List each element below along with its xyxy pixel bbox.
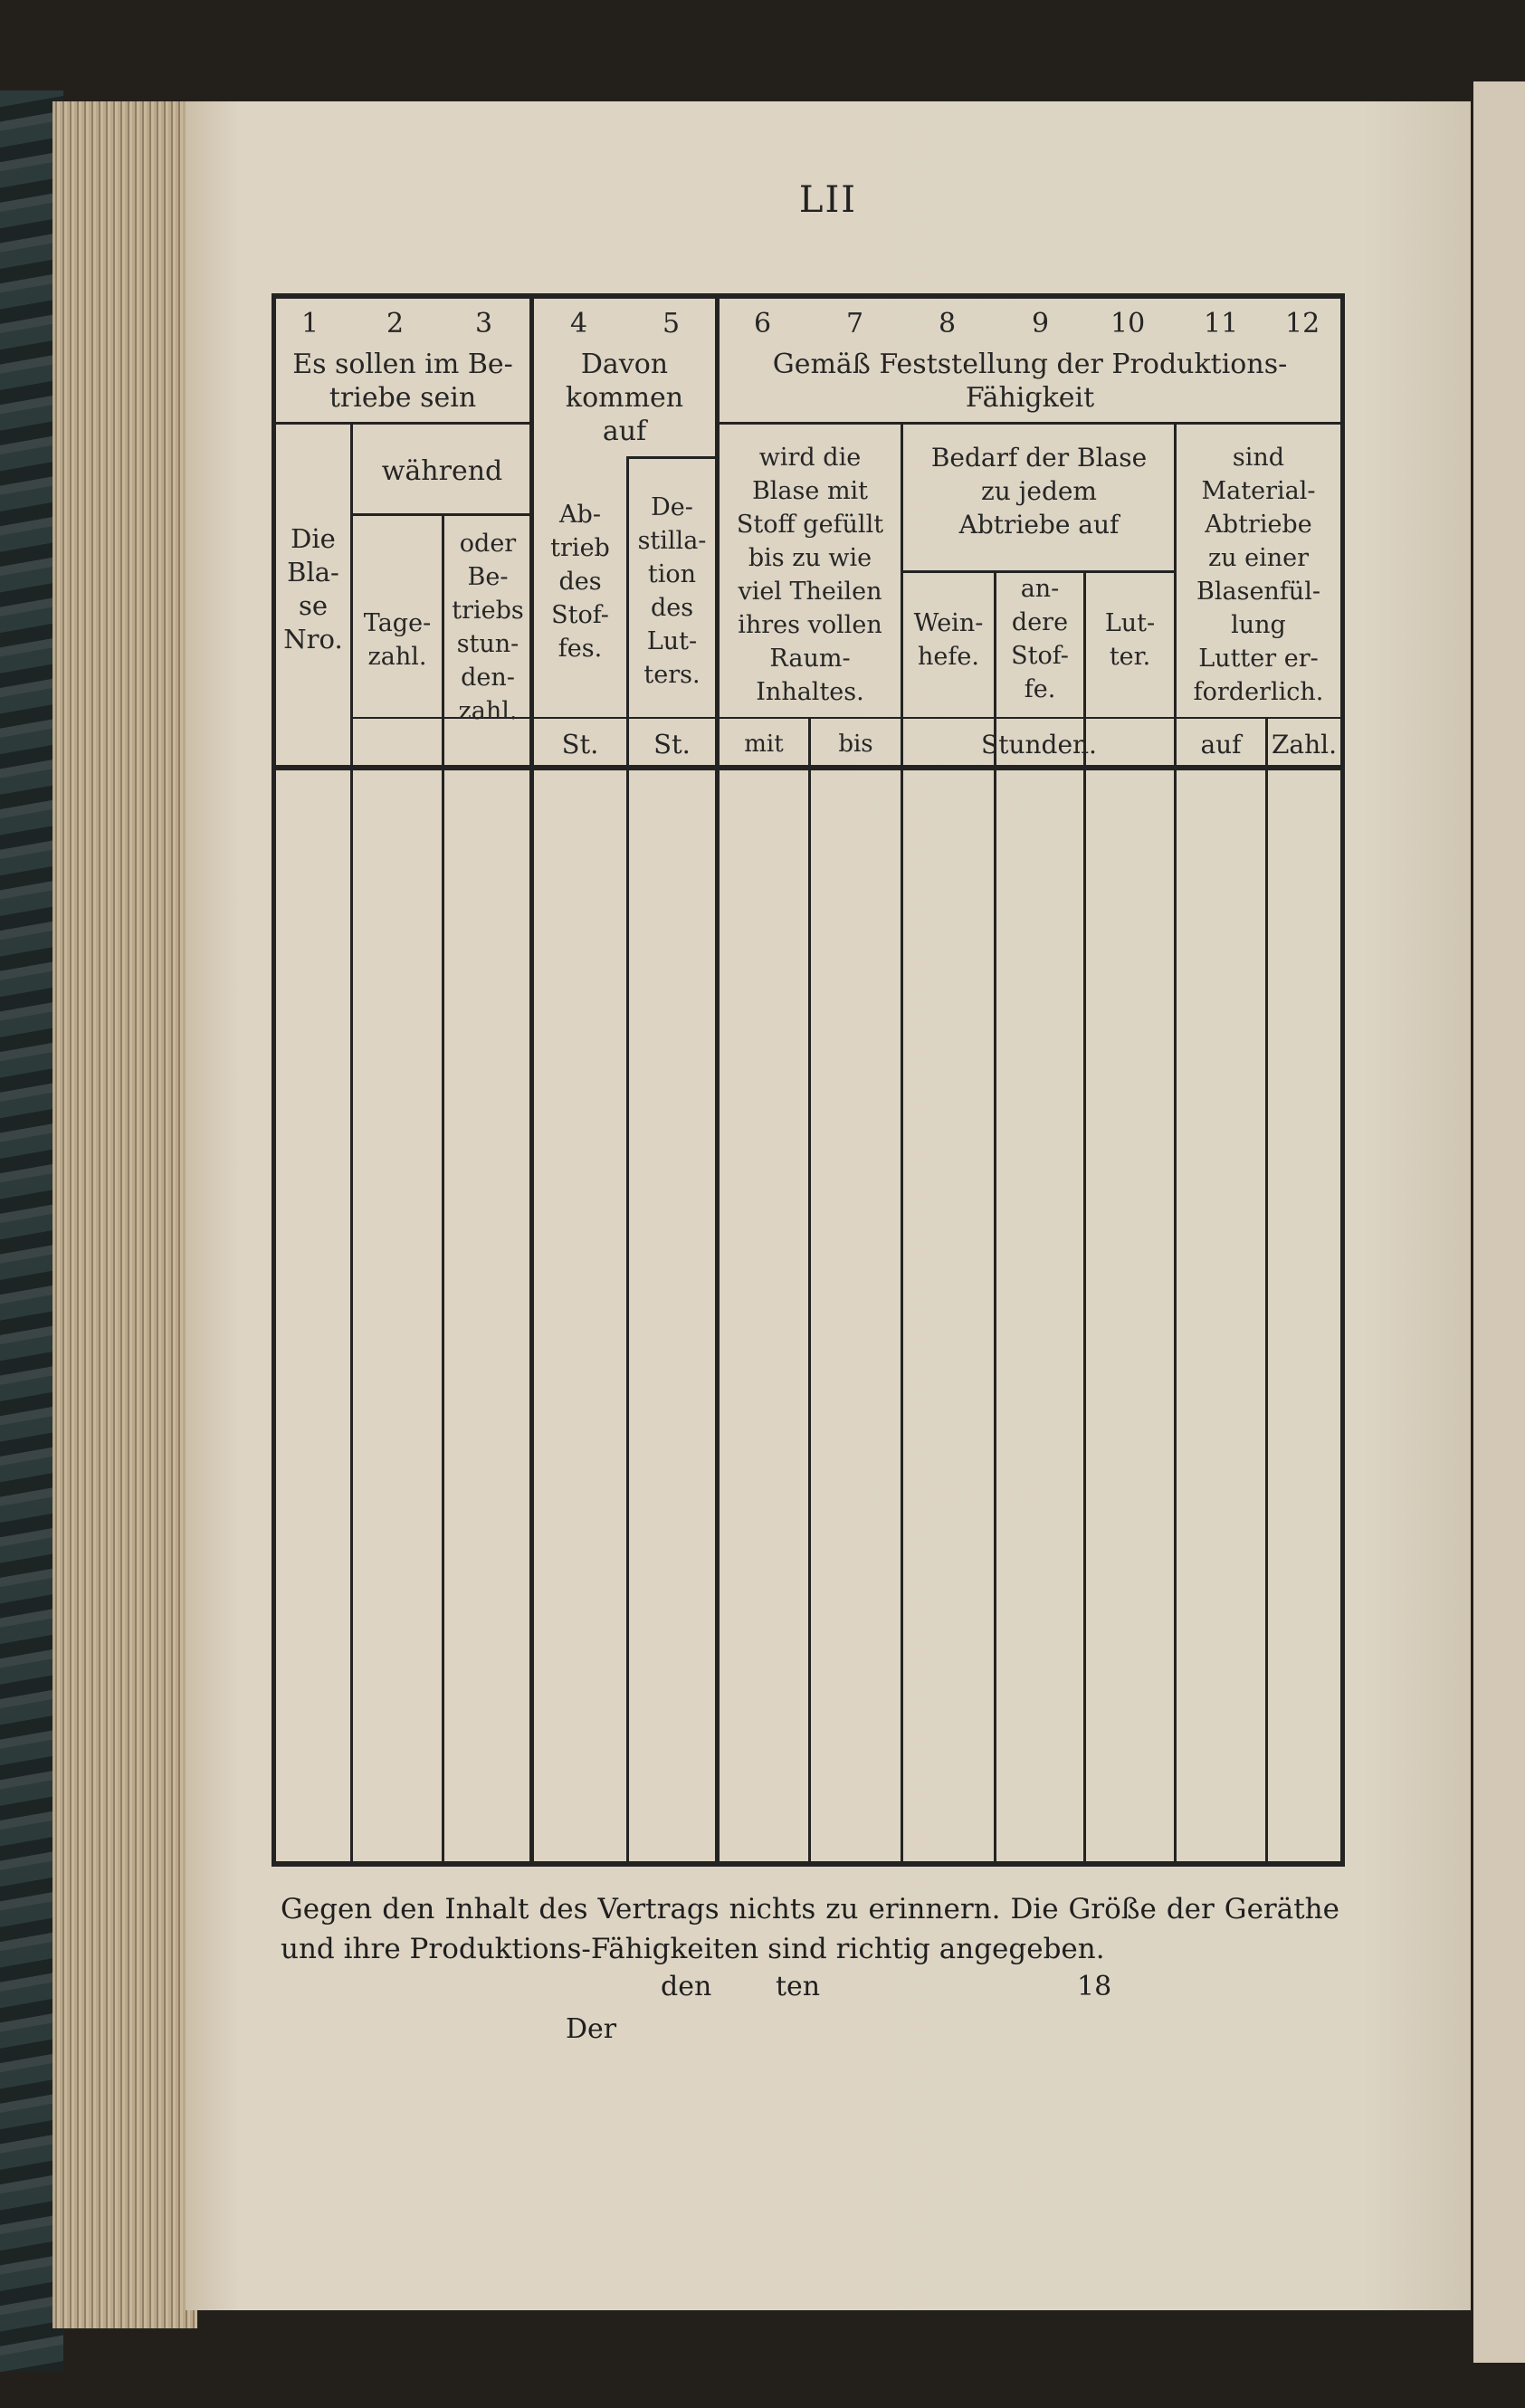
header-wine-yeast: Wein- hefe. xyxy=(913,609,984,671)
table-top-border xyxy=(272,293,1344,299)
header-group-operation: Es sollen im Be- triebe sein xyxy=(292,349,513,414)
col-number-5: 5 xyxy=(662,308,681,339)
table-right-border xyxy=(1340,293,1345,1867)
col-number-11: 11 xyxy=(1204,308,1239,339)
col-line-11-12 xyxy=(1265,717,1268,1864)
col-number-9: 9 xyxy=(1032,308,1050,339)
header-days: Tage- zahl. xyxy=(363,609,432,671)
header-during: während xyxy=(381,455,503,487)
header-lutter: Lut- ter. xyxy=(1104,609,1156,671)
footer-statement: Gegen den Inhalt des Vertrags nichts zu erinnern. Die Größe der Geräthe und ihre Produktions-Fähigkeiten sind richtig angegeben. xyxy=(281,1893,1339,1965)
col-number-8: 8 xyxy=(939,308,957,339)
date-year: 18 xyxy=(1077,1971,1112,2002)
book-page xyxy=(186,101,1471,2310)
col-number-12: 12 xyxy=(1285,308,1320,339)
units-line-left xyxy=(353,717,715,719)
col-number-1: 1 xyxy=(301,308,319,339)
header-hours: oder Be- triebs stun- den- zahl. xyxy=(452,530,524,725)
signature-label: Der xyxy=(566,2013,617,2045)
header-line-waehrend xyxy=(353,513,531,516)
header-material-runs: sind Material- Abtriebe zu einer Blasenfül- lung Lutter er- forderlich. xyxy=(1193,444,1324,706)
units-line-mid xyxy=(718,717,1342,719)
col-line-6-7 xyxy=(808,717,811,1864)
header-line-group-c xyxy=(718,422,1342,425)
header-group-capacity: Gemäß Feststellung der Produktions- Fähigkeit xyxy=(772,349,1288,414)
header-distillation-stuff: Ab- trieb des Stof- fes. xyxy=(550,501,610,663)
unit-auf: auf xyxy=(1200,730,1242,760)
unit-mit: mit xyxy=(744,731,784,758)
col-number-6: 6 xyxy=(754,308,772,339)
unit-st-5: St. xyxy=(653,729,691,760)
header-line-group-a xyxy=(273,422,531,425)
col-line-8-9 xyxy=(994,572,996,1864)
date-month: ten xyxy=(776,1971,821,2002)
col-number-2: 2 xyxy=(386,308,405,339)
header-group-distribution: Davon kommen auf xyxy=(565,349,684,447)
header-fill-level: wird die Blase mit Stoff gefüllt bis zu wie viel Theilen ihres vollen Raum- Inhaltes. xyxy=(736,444,884,706)
date-day: den xyxy=(661,1971,712,2002)
col-number-3: 3 xyxy=(475,308,493,339)
col-number-7: 7 xyxy=(846,308,864,339)
header-still-number: Die Bla- se Nro. xyxy=(283,523,343,655)
form-table xyxy=(186,101,1471,2310)
unit-st-4: St. xyxy=(561,729,599,760)
header-requirement: Bedarf der Blase zu jedem Abtriebe auf xyxy=(930,443,1148,540)
unit-hours: Stunden. xyxy=(981,730,1097,760)
facing-page-edge xyxy=(1473,81,1525,2363)
page-stack-edges xyxy=(52,101,197,2328)
col-number-10: 10 xyxy=(1110,308,1146,339)
header-line-group-b xyxy=(626,456,715,459)
col-line-9-10 xyxy=(1083,572,1086,1864)
header-distillation-lutter: De- stilla- tion des Lut- ters. xyxy=(637,493,707,689)
header-other-stuff: an- dere Stof- fe. xyxy=(1011,575,1069,703)
unit-bis: bis xyxy=(838,731,873,758)
col-number-4: 4 xyxy=(570,308,588,339)
page-number: LII xyxy=(798,179,858,221)
unit-zahl: Zahl. xyxy=(1271,730,1338,760)
